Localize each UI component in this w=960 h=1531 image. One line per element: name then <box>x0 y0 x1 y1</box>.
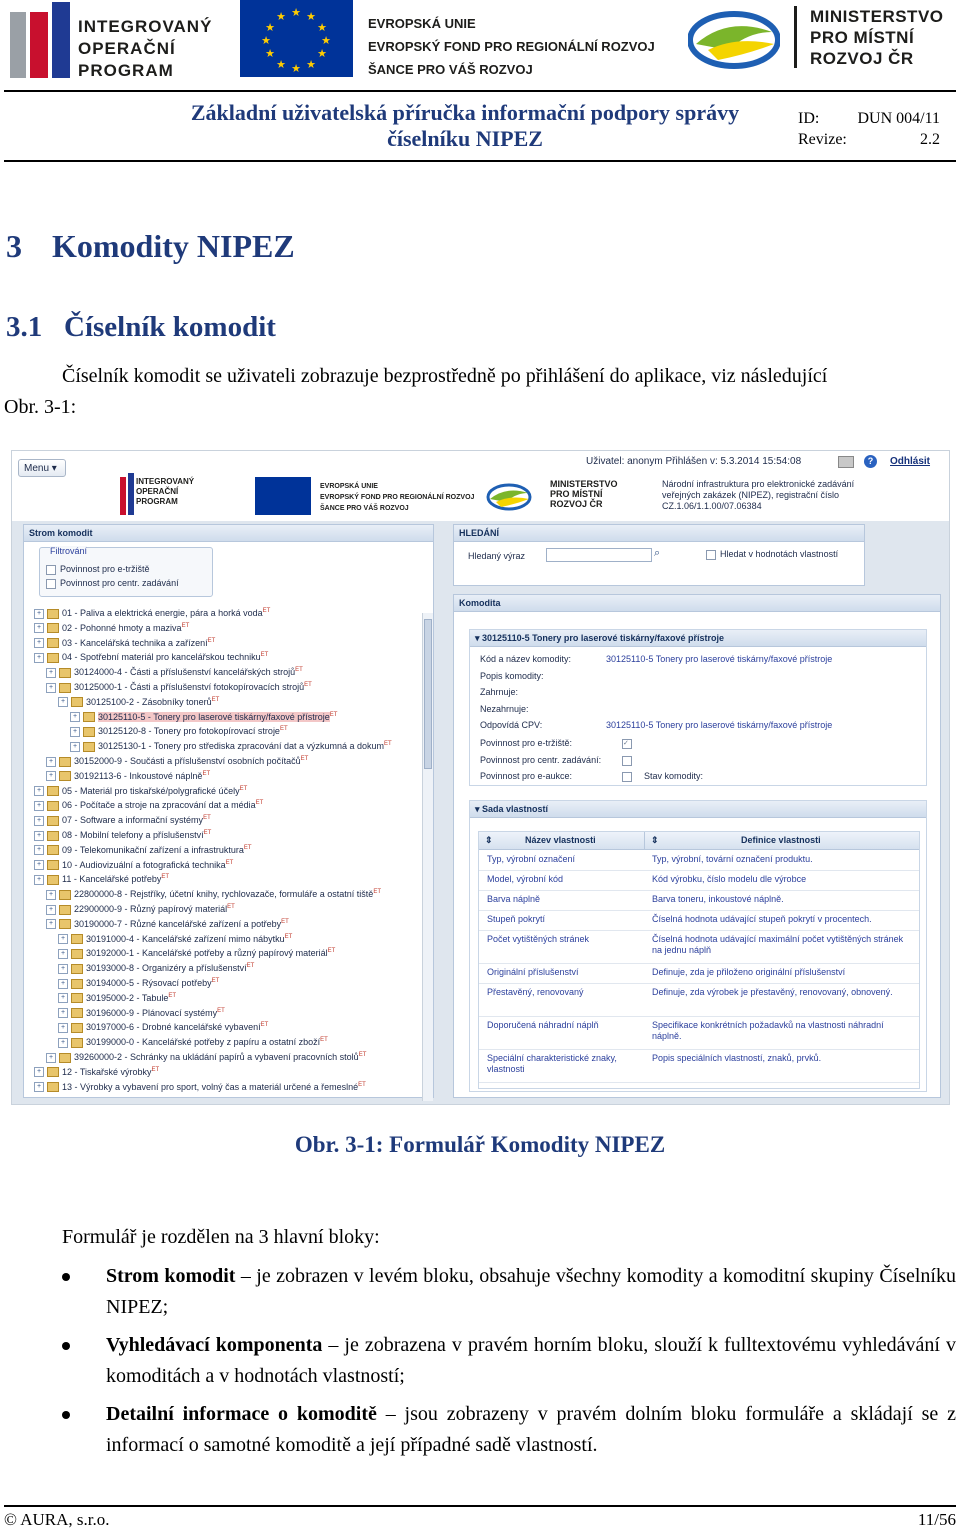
menu-button[interactable]: Menu ▾ <box>18 459 66 477</box>
et-badge: ET <box>203 830 212 836</box>
expand-icon[interactable]: + <box>58 949 68 959</box>
grid-cell-name[interactable]: Stupeň pokrytí <box>487 914 546 924</box>
svg-text:★: ★ <box>291 62 301 75</box>
et-badge: ET <box>260 1022 269 1029</box>
grid-cell-definition[interactable]: Definuje, zda výrobek je přestavěný, renovovaný, obnovený. <box>652 987 893 997</box>
tree-item[interactable]: + 30125130-1 - Tonery pro střediska zpracování dat a výzkumná a dokum$^{ET}$ <box>70 738 392 752</box>
expand-icon[interactable]: + <box>46 668 56 678</box>
tree-item[interactable]: + 06 - Počítače a stroje na zpracování dat a média$^{ET}$ <box>34 797 263 811</box>
mini-eu-text: EVROPSKÁ UNIE EVROPSKÝ FOND PRO REGIONÁLNÍ ROZVOJ ŠANCE PRO VÁŠ ROZVOJ <box>320 483 475 512</box>
tree-item[interactable]: + 02 - Pohonné hmoty a maziva$^{ET}$ <box>34 620 189 634</box>
et-badge: ET <box>281 918 289 925</box>
et-badge: ET <box>211 696 220 703</box>
tree-item[interactable]: + 07 - Software a informační systémy$^{ET}$ <box>34 812 211 826</box>
folder-icon <box>71 964 83 974</box>
search-icon[interactable]: ⌕ <box>654 547 661 559</box>
folder-icon <box>71 697 83 707</box>
grid-cell-name[interactable]: Model, výrobní kód <box>487 874 564 884</box>
folder-icon <box>47 831 59 841</box>
field-value: 30125110-5 Tonery pro laserové tiskárny/faxové přístroje <box>606 720 833 730</box>
expand-icon[interactable]: + <box>34 801 44 811</box>
grid-cell-name[interactable]: Doporučená náhradní náplň <box>487 1020 599 1030</box>
folder-icon <box>47 638 59 648</box>
grid-cell-name[interactable]: Originální příslušenství <box>487 967 579 977</box>
footer-company: © AURA, s.r.o. <box>4 1510 110 1529</box>
tree-item[interactable]: + 30125000-1 - Části a příslušenství fotokopírovacích strojů$^{ET}$ <box>46 679 312 693</box>
folder-icon <box>47 1082 59 1092</box>
folder-icon <box>83 742 95 752</box>
tree-item[interactable]: + 30152000-9 - Součásti a příslušenství osobních počítačů$^{ET}$ <box>46 753 308 767</box>
logout-link[interactable]: Odhlásit <box>890 456 931 467</box>
tree-item[interactable]: + 11 - Kancelářské potřeby$^{ET}$ <box>34 871 169 885</box>
commodity-tree[interactable] <box>34 605 422 1095</box>
revision-label: Revize: <box>798 131 847 148</box>
grid-cell-definition[interactable]: Kód výrobku, číslo modelu dle výrobce <box>652 874 807 884</box>
grid-cell-name[interactable]: Speciální charakteristické znaky, vlastnosti <box>487 1053 617 1074</box>
et-badge: ET <box>202 770 211 777</box>
tree-item[interactable]: + 30190000-7 - Různé kancelářské zařízení a potřeby$^{ET}$ <box>46 916 289 930</box>
et-badge: ET <box>225 859 234 866</box>
id-label: ID: <box>798 110 820 127</box>
folder-icon <box>47 801 59 811</box>
et-badge: ET <box>227 904 235 910</box>
id-value: DUN 004/11 <box>857 110 940 127</box>
bullet-item: Strom komodit – je zobrazen v levém bloku, obsahuje všechny komodity a komoditní skupiny Číselníku NIPEZ; <box>106 1265 956 1318</box>
filter-fieldset <box>39 547 213 597</box>
tree-item[interactable]: + 12 - Tiskařské výrobky$^{ET}$ <box>34 1064 159 1078</box>
properties-grid <box>478 831 920 1089</box>
field-label: Nezahrnuje: <box>480 703 529 714</box>
expand-icon[interactable]: + <box>34 831 44 841</box>
mini-mmr-logo-icon <box>486 483 532 511</box>
svg-text:★: ★ <box>261 34 271 47</box>
mini-eu-flag-icon <box>255 477 311 515</box>
expand-icon[interactable]: + <box>34 845 44 855</box>
commodity-detail-panel <box>453 594 941 1098</box>
expand-icon[interactable]: + <box>46 757 56 767</box>
et-badge: ET <box>217 1007 225 1014</box>
field-label: Zahrnuje: <box>480 687 519 697</box>
expand-icon[interactable]: + <box>58 979 68 989</box>
intro-line-2: Obr. 3-1: <box>4 396 77 418</box>
expand-icon[interactable]: + <box>34 1067 44 1077</box>
intro-line-1: Číselník komodit se uživateli zobrazuje bezprostředně po přihlášení do aplikace, viz následující <box>62 365 828 387</box>
grid-cell-definition[interactable]: Číselná hodnota udávající stupeň pokrytí v procentech. <box>652 914 872 924</box>
tree-item[interactable]: + 08 - Mobilní telefony a příslušenství$^{ET}$ <box>34 827 211 841</box>
tree-item[interactable]: + 30125110-5 - Tonery pro laserové tiskárny/faxové přístroje$^{ET}$ <box>70 709 337 723</box>
folder-icon <box>59 919 71 929</box>
commodity-panel-title: Komodita <box>454 595 940 612</box>
et-badge: ET <box>384 741 392 748</box>
et-badge: ET <box>246 963 255 970</box>
grid-row-divider <box>479 870 919 871</box>
eu-flag-icon <box>240 0 353 77</box>
tree-item[interactable]: + 30195000-2 - Tabule$^{ET}$ <box>58 990 176 1004</box>
et-badge: ET <box>320 1037 328 1044</box>
folder-icon <box>59 1053 71 1063</box>
grid-row-divider <box>479 1082 919 1083</box>
svg-text:★: ★ <box>317 47 327 60</box>
svg-text:★: ★ <box>276 58 286 71</box>
tree-item[interactable]: + 30125120-8 - Tonery pro fotokopírovací stroje$^{ET}$ <box>70 723 288 737</box>
grid-cell-definition[interactable]: Definuje, zda je přiloženo originální příslušenství <box>652 967 846 977</box>
tree-item[interactable]: + 09 - Telekomunikační zařízení a infrastruktura$^{ET}$ <box>34 842 252 856</box>
collapse-icon[interactable]: ▾ <box>475 804 483 814</box>
filter-central[interactable]: Povinnost pro centr. zadávání <box>46 578 179 589</box>
checkbox-icon[interactable] <box>46 579 56 589</box>
et-badge: ET <box>239 785 248 792</box>
grid-cell-definition[interactable]: Číselná hodnota udávající maximální počet vytištěných stránek na jednu náplň <box>652 934 904 955</box>
folder-icon <box>47 623 59 633</box>
bullet-item: Vyhledávací komponenta – je zobrazena v pravém horním bloku, slouží k fulltextovému vyhledávání v komoditách a v hodnotách vlastností; <box>106 1334 956 1387</box>
folder-icon <box>71 1038 83 1048</box>
search-input[interactable] <box>546 548 652 562</box>
flag-label: Povinnost pro e-aukce: <box>480 771 573 781</box>
tree-panel-title: Strom komodit <box>24 525 433 542</box>
grid-cell-definition[interactable]: Typ, výrobní, tovární označení produktu. <box>652 854 813 864</box>
expand-icon[interactable]: + <box>34 816 44 826</box>
checkbox-icon[interactable]: ✓ <box>622 739 632 749</box>
iop-logo <box>8 2 213 78</box>
eu-line: ŠANCE PRO VÁŠ ROZVOJ <box>368 62 533 77</box>
grid-cell-definition[interactable]: Barva toneru, inkoustové náplně. <box>652 894 784 904</box>
chevron-down-icon: ▾ <box>51 463 57 474</box>
field-label: Kód a název komodity: <box>480 654 572 664</box>
grid-row-divider <box>479 890 919 891</box>
et-badge: ET <box>207 637 216 644</box>
et-badge: ET <box>181 622 190 629</box>
search-panel <box>453 524 865 586</box>
tree-item[interactable]: + 30193000-8 - Organizéry a příslušenství$^{ET}$ <box>58 960 254 974</box>
mmr-text <box>810 6 944 69</box>
tree-item[interactable]: + 04 - Spotřební materiál pro kancelářskou techniku$^{ET}$ <box>34 649 268 663</box>
folder-icon <box>47 845 59 855</box>
expand-icon[interactable]: + <box>58 1038 68 1048</box>
bullet-item: Detailní informace o komoditě – jsou zobrazeny v pravém dolním bloku formuláře a skládají se z informací o samotné komoditě a její případné sadě vlastností. <box>106 1403 956 1456</box>
expand-icon[interactable]: + <box>58 934 68 944</box>
tree-item[interactable]: + 30192000-1 - Kancelářské potřeby a různý papírový materiál$^{ET}$ <box>58 945 335 959</box>
section-title: Číselník komodit <box>64 311 276 343</box>
search-in-properties[interactable]: Hledat v hodnotách vlastností <box>706 549 838 560</box>
field-label: Popis komodity: <box>480 670 544 681</box>
expand-icon[interactable]: + <box>58 1023 68 1033</box>
expand-icon[interactable]: + <box>46 890 56 900</box>
tree-item[interactable]: + 01 - Paliva a elektrická energie, pára a horká voda$^{ET}$ <box>34 605 270 619</box>
flag-label: Povinnost pro e-tržiště: <box>480 738 573 748</box>
header-rule-top <box>4 90 956 92</box>
filter-legend: Filtrování <box>50 546 88 556</box>
folder-icon <box>59 757 71 767</box>
field-value: 30125110-5 Tonery pro laserové tiskárny/faxové přístroje <box>606 654 833 664</box>
document-meta <box>798 108 940 150</box>
folder-icon <box>59 683 71 693</box>
commodity-tree-panel <box>23 524 434 1098</box>
properties-section <box>469 800 927 1092</box>
folder-icon <box>47 609 59 619</box>
et-badge: ET <box>373 889 381 896</box>
tree-item[interactable]: + 30199000-0 - Kancelářské potřeby z papíru a ostatní zboží$^{ET}$ <box>58 1034 328 1048</box>
expand-icon[interactable]: + <box>46 919 56 929</box>
et-badge: ET <box>161 874 170 881</box>
expand-icon[interactable]: + <box>58 697 68 707</box>
folder-icon <box>47 860 59 870</box>
tree-item[interactable]: + 30124000-4 - Části a příslušenství kancelářských strojů$^{ET}$ <box>46 664 303 678</box>
footer-rule <box>4 1505 956 1507</box>
mini-iop-logo: INTEGROVANÝ OPERAČNÍ PROGRAM <box>136 477 195 506</box>
sort-icon[interactable]: ⇕ <box>651 835 662 845</box>
tree-item[interactable]: + 13 - Výrobky a vybavení pro sport, volný čas a materiál určené a řemeslné$^{ET}$ <box>34 1079 366 1093</box>
expand-icon[interactable]: + <box>34 1082 44 1092</box>
commodity-section <box>469 629 927 786</box>
et-badge: ET <box>295 667 303 674</box>
expand-icon[interactable]: + <box>34 875 44 885</box>
expand-icon[interactable]: + <box>70 712 80 722</box>
tree-item[interactable]: + 05 - Materiál pro tiskařské/polygrafické účely$^{ET}$ <box>34 783 247 797</box>
tree-item[interactable]: + 30191000-4 - Kancelářské zařízení mimo nábytku$^{ET}$ <box>58 931 292 945</box>
grid-cell-name[interactable]: Počet vytištěných stránek <box>487 934 590 944</box>
chapter-title: Komodity NIPEZ <box>52 228 295 264</box>
chapter-heading <box>6 228 295 265</box>
tree-item[interactable]: + 22800000-8 - Rejstříky, účetní knihy, rychlovazače, formuláře a ostatní tiště$^{ET}$ <box>46 886 381 900</box>
folder-icon <box>83 727 95 737</box>
app-header <box>12 451 949 521</box>
expand-icon[interactable]: + <box>70 727 80 737</box>
grid-row-divider <box>479 983 919 984</box>
document-title: Základní uživatelská příručka informační podpory správy číselníku NIPEZ <box>190 100 740 151</box>
grid-row-divider <box>479 910 919 911</box>
grid-header-definition[interactable]: ⇕ Definice vlastnosti <box>644 832 920 850</box>
svg-text:★: ★ <box>265 47 275 60</box>
expand-icon[interactable]: + <box>34 609 44 619</box>
search-label: Hledaný výraz <box>468 551 526 561</box>
header-rule-bottom <box>4 160 956 162</box>
filter-eshop[interactable]: Povinnost pro e-tržiště <box>46 564 150 575</box>
et-badge: ET <box>211 978 220 984</box>
commodity-fields <box>470 648 926 784</box>
expand-icon[interactable]: + <box>34 623 44 633</box>
mmr-line: MINISTERSTVO <box>810 7 944 26</box>
tree-item[interactable]: + 30192113-6 - Inkoustové náplně$^{ET}$ <box>46 768 210 782</box>
tree-item[interactable]: + 30194000-5 - Rýsovací potřeby$^{ET}$ <box>58 975 219 989</box>
svg-text:★: ★ <box>317 21 327 34</box>
tree-item[interactable]: + 10 - Audiovizuální a fotografická technika$^{ET}$ <box>34 857 233 871</box>
folder-icon <box>71 934 83 944</box>
svg-text:★: ★ <box>276 10 286 23</box>
grid-cell-definition[interactable]: Popis speciálních vlastností, znaků, prvků. <box>652 1053 822 1063</box>
status-label: Stav komodity: <box>644 771 704 781</box>
tree-item[interactable]: + 30196000-9 - Plánovací systémy$^{ET}$ <box>58 1005 225 1019</box>
printer-icon[interactable] <box>838 456 854 468</box>
folder-icon <box>71 1023 83 1033</box>
folder-icon <box>47 875 59 885</box>
grid-header-name[interactable]: ⇕ Název vlastnosti <box>479 832 650 850</box>
mmr-line: ROZVOJ ČR <box>810 49 914 68</box>
et-badge: ET <box>279 726 288 733</box>
grid-cell-definition[interactable]: Specifikace konkrétních požadavků na vlastnosti náhradní náplně. <box>652 1020 884 1041</box>
iop-logo-line: OPERAČNÍ <box>78 39 176 58</box>
svg-text:★: ★ <box>321 34 331 47</box>
expand-icon[interactable]: + <box>34 653 44 663</box>
help-icon[interactable]: ? <box>864 455 877 468</box>
field-label: Odpovídá CPV: <box>480 720 543 730</box>
svg-text:★: ★ <box>291 6 301 19</box>
folder-icon <box>47 653 59 663</box>
expand-icon[interactable]: + <box>46 905 56 915</box>
et-badge: ET <box>327 948 336 955</box>
footer-page-number: 11/56 <box>917 1510 956 1529</box>
search-panel-title: HLEDÁNÍ <box>454 525 864 542</box>
scroll-thumb[interactable] <box>424 619 432 769</box>
grid-row-divider <box>479 930 919 931</box>
tree-item[interactable]: + 22900000-9 - Různý papírový materiál$^{ET}$ <box>46 901 235 915</box>
folder-icon <box>59 771 71 781</box>
expand-icon[interactable]: + <box>46 1053 56 1063</box>
et-badge: ET <box>203 815 211 822</box>
et-badge: ET <box>262 608 271 614</box>
expand-icon[interactable]: + <box>58 1008 68 1018</box>
section-heading <box>6 311 276 344</box>
tree-item[interactable]: + 30125100-2 - Zásobníky tonerů$^{ET}$ <box>58 694 219 708</box>
et-badge: ET <box>358 1081 366 1088</box>
mmr-divider <box>794 6 797 68</box>
checkbox-icon[interactable] <box>622 756 632 766</box>
folder-icon <box>59 890 71 900</box>
nipez-info: Národní infrastruktura pro elektronické zadávání veřejných zakázek (NIPEZ), registrační číslo CZ.1.06/1.1.00/07.06384 <box>662 479 855 511</box>
grid-body <box>479 850 919 1088</box>
grid-row-divider <box>479 1049 919 1050</box>
mmr-logo-icon <box>688 10 780 70</box>
iop-logo-line: PROGRAM <box>78 61 174 80</box>
et-badge: ET <box>255 800 264 807</box>
tree-item[interactable]: + 03 - Kancelářská technika a zařízení$^{ET}$ <box>34 635 215 649</box>
expand-icon[interactable]: + <box>46 683 56 693</box>
et-badge: ET <box>168 992 177 999</box>
user-info: Uživatel: anonym Přihlášen v: 5.3.2014 15:54:08 <box>586 456 802 467</box>
commodity-section-header[interactable]: ▾ 30125110-5 Tonery pro laserové tiskárny/faxové přístroje <box>470 630 926 647</box>
folder-icon <box>71 993 83 1003</box>
checkbox-icon[interactable] <box>622 772 632 782</box>
flag-label: Povinnost pro centr. zadávání: <box>480 754 602 765</box>
svg-text:★: ★ <box>306 58 316 71</box>
collapse-icon[interactable]: ▾ <box>475 633 483 643</box>
grid-cell-name[interactable]: Přestavěný, renovovaný <box>487 987 584 997</box>
revision-value: 2.2 <box>920 131 940 148</box>
body-intro: Formulář je rozdělen na 3 hlavní bloky: <box>62 1226 380 1248</box>
et-badge: ET <box>151 1066 160 1073</box>
et-badge: ET <box>304 682 312 688</box>
tree-item[interactable]: + 39260000-2 - Schránky na ukládání papírů a vybavení pracovních stolů$^{ET}$ <box>46 1049 366 1063</box>
folder-icon <box>59 668 71 678</box>
checkbox-icon[interactable] <box>46 565 56 575</box>
expand-icon[interactable]: + <box>58 964 68 974</box>
checkbox-icon[interactable] <box>706 550 716 560</box>
tree-item[interactable]: + 30197000-6 - Drobné kancelářské vybavení$^{ET}$ <box>58 1019 268 1033</box>
expand-icon[interactable]: + <box>46 771 56 781</box>
mini-mmr-text: MINISTERSTVO PRO MÍSTNÍ ROZVOJ ČR <box>550 479 618 509</box>
folder-icon <box>71 1008 83 1018</box>
tree-scrollbar[interactable] <box>422 613 433 1101</box>
expand-icon[interactable]: + <box>70 742 80 752</box>
et-badge: ET <box>260 652 269 659</box>
folder-icon <box>47 786 59 796</box>
et-badge: ET <box>284 933 293 940</box>
svg-text:★: ★ <box>306 10 316 23</box>
grid-cell-name[interactable]: Barva náplně <box>487 894 541 904</box>
eu-text <box>368 12 655 81</box>
et-badge: ET <box>358 1052 367 1058</box>
eu-line: EVROPSKÁ UNIE <box>368 16 476 31</box>
svg-text:★: ★ <box>265 21 275 34</box>
folder-icon <box>83 712 95 722</box>
folder-icon <box>71 949 83 959</box>
folder-icon <box>47 1067 59 1077</box>
et-badge: ET <box>300 756 309 762</box>
figure-caption: Obr. 3-1: Formulář Komodity NIPEZ <box>294 1132 666 1157</box>
sort-icon[interactable]: ⇕ <box>485 835 496 845</box>
expand-icon[interactable]: + <box>58 993 68 1003</box>
bullet-icon <box>62 1342 70 1350</box>
grid-cell-name[interactable]: Typ, výrobní označení <box>487 854 576 864</box>
eu-line: EVROPSKÝ FOND PRO REGIONÁLNÍ ROZVOJ <box>368 39 655 54</box>
folder-icon <box>71 979 83 989</box>
grid-row-divider <box>479 963 919 964</box>
expand-icon[interactable]: + <box>34 786 44 796</box>
expand-icon[interactable]: + <box>34 860 44 870</box>
mmr-line: PRO MÍSTNÍ <box>810 28 915 47</box>
app-screenshot <box>11 450 950 1105</box>
et-badge: ET <box>329 711 338 718</box>
section-number: 3.1 <box>6 311 43 343</box>
grid-row-divider <box>479 1016 919 1017</box>
bullet-icon <box>62 1411 70 1419</box>
folder-icon <box>59 905 71 915</box>
chapter-number: 3 <box>6 228 22 264</box>
expand-icon[interactable]: + <box>34 638 44 648</box>
folder-icon <box>47 816 59 826</box>
properties-section-header[interactable]: ▾ Sada vlastností <box>470 801 926 818</box>
iop-logo-line: INTEGROVANÝ <box>78 17 213 36</box>
et-badge: ET <box>243 844 252 851</box>
bullet-icon <box>62 1273 70 1281</box>
